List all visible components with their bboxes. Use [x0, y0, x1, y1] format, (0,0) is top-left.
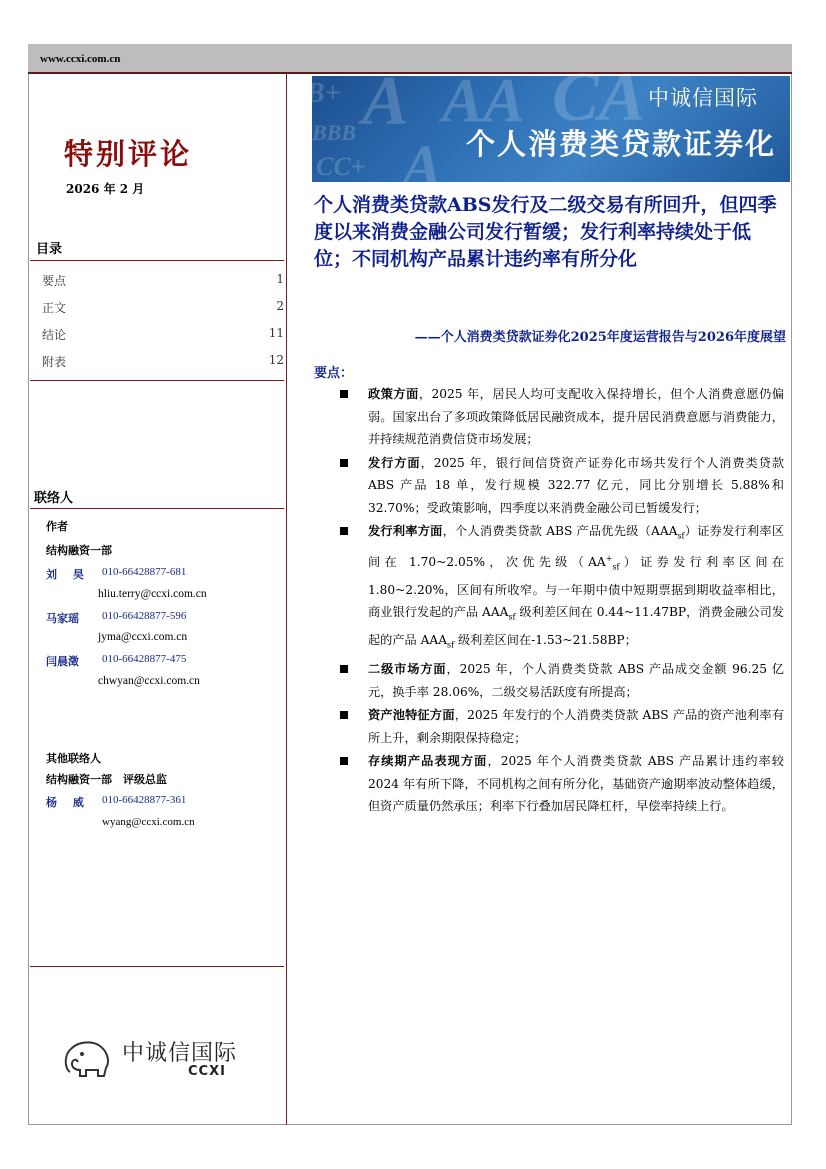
contact-phone: 010-66428877-361 — [102, 794, 187, 806]
sidebar-divider — [30, 966, 284, 967]
other-dept-label: 结构融资一部 评级总监 — [46, 773, 167, 786]
ccxi-logo — [60, 1028, 240, 1088]
key-point-heading: 资产池特征方面 — [368, 708, 455, 723]
rating-subscript: sf — [677, 531, 685, 541]
author-phone: 010-66428877-681 — [102, 566, 187, 578]
author-name: 闫晨澂 — [46, 655, 79, 668]
top-bar — [28, 44, 792, 74]
toc-divider — [30, 260, 284, 261]
author-email[interactable]: hliu.terry@ccxi.com.cn — [98, 588, 207, 600]
key-points-list — [340, 383, 784, 819]
toc-item[interactable] — [42, 326, 284, 343]
key-point-text: ，2025 年个人消费类贷款 ABS 产品累计违约率较 2024 年有所下降，不同机构之间有所分化，基础资产逾期率波动整体趋缓，但资产质量仍然承压；利率下行叠加居民降杠杆，早偿率持续上行。 — [368, 754, 784, 814]
toc-label: 结论 — [42, 328, 67, 342]
toc-label: 附表 — [42, 355, 67, 369]
report-title: 个人消费类贷款ABS发行及二级交易有所回升，但四季度以来消费金融公司发行暂缓；发行利率持续处于低位；不同机构产品累计违约率有所分化 — [314, 194, 777, 270]
bullet-square-icon — [340, 459, 348, 467]
key-point-heading: 发行方面 — [368, 455, 421, 470]
logo-en: CCXI — [188, 1064, 226, 1079]
toc-item[interactable] — [42, 272, 284, 289]
key-point-heading: 二级市场方面 — [368, 662, 447, 677]
other-contact-label: 其他联络人 — [46, 752, 101, 765]
author-email[interactable]: chwyan@ccxi.com.cn — [98, 675, 200, 687]
column-divider — [286, 74, 287, 1125]
key-points-title: 要点： — [314, 366, 354, 381]
report-type: 特别评论 — [64, 137, 193, 171]
toc-title: 目录 — [36, 242, 63, 257]
key-point-text: ，2025 年，银行间信贷资产证券化市场共发行个人消费类贷款 ABS 产品 18 单，发行规模 322.77 亿元，同比分别增长 5.88%和 32.70%；受政策影响，四季度以来消费金融公司已暂缓发行； — [368, 455, 785, 515]
key-point-item — [340, 520, 784, 657]
author-name: 马家瑶 — [46, 612, 79, 625]
report-subtitle: ——个人消费类贷款证券化2025年度运营报告与2026年度展望 — [414, 330, 786, 345]
key-point-text: 级利差区间在 0.44~11.47BP，消费金融公司发起的产品 AAA — [368, 605, 784, 648]
key-point-heading: 政策方面 — [368, 387, 419, 401]
key-point-item — [340, 658, 784, 703]
key-point-text: ，2025 年，个人消费类贷款 ABS 产品成交金额 96.25 亿元，换手率 28.06%，二级交易活跃度有所提高； — [368, 662, 784, 699]
key-point-text: ，2025 年，居民人均可支配收入保持增长，但个人消费意愿仍偏弱。国家出台了多项政策降低居民融资成本，提升居民消费意愿与消费能力，并持续规范消费信贷市场发展； — [368, 387, 785, 446]
elephant-icon — [60, 1028, 120, 1088]
key-point-text: ）证券发行利率区间在 1.80~2.20%，区间有所收窄。与一年期中债中短期票据到期收益率相比，商业银行发起的产品 AAA — [368, 555, 785, 620]
key-point-text: ，个人消费类贷款 ABS 产品优先级（AAA — [442, 524, 678, 538]
rating-subscript: sf — [447, 640, 455, 650]
toc-divider — [30, 380, 284, 381]
bullet-square-icon — [340, 527, 348, 535]
author-label: 作者 — [46, 520, 68, 533]
bullet-square-icon — [340, 711, 348, 719]
banner-title: 个人消费类贷款证券化 — [465, 127, 776, 161]
banner-decoration: CA — [552, 59, 646, 136]
key-point-text: 级利差区间在-1.53~21.58BP； — [454, 633, 637, 648]
banner-decoration: CC+ — [316, 152, 366, 181]
contact-email[interactable]: wyang@ccxi.com.cn — [102, 816, 195, 828]
banner-decoration: A — [362, 63, 409, 140]
toc-item[interactable] — [42, 353, 284, 370]
banner-brand: 中诚信国际 — [648, 86, 758, 110]
banner-decoration: B+ — [306, 78, 341, 109]
toc-page: 12 — [268, 353, 284, 367]
toc-label: 要点 — [42, 274, 67, 288]
toc-page: 1 — [276, 272, 284, 286]
bullet-square-icon — [340, 390, 348, 398]
report-date: 2026 年 2 月 — [66, 182, 145, 196]
dept-label: 结构融资一部 — [46, 544, 112, 557]
rating-superscript: + — [605, 553, 613, 563]
banner-decoration: AA — [442, 67, 525, 135]
banner-decoration: A — [402, 133, 443, 199]
rating-subscript: sf — [508, 612, 516, 622]
rating-subscript: sf — [612, 562, 620, 572]
toc-item[interactable] — [42, 299, 284, 316]
toc-page: 2 — [276, 299, 284, 313]
key-point-item — [340, 383, 784, 451]
key-point-item — [340, 452, 784, 520]
contact-name: 杨 威 — [46, 796, 90, 809]
key-point-text: ，2025 年发行的个人消费类贷款 ABS 产品的资产池利率有所上升，剩余期限保持稳定； — [368, 708, 785, 745]
contact-divider — [30, 508, 284, 509]
key-point-item — [340, 750, 784, 818]
key-point-item — [340, 704, 784, 749]
author-phone: 010-66428877-475 — [102, 653, 187, 665]
toc-page: 11 — [268, 326, 284, 340]
author-email[interactable]: jyma@ccxi.com.cn — [98, 631, 188, 643]
logo-cn: 中诚信国际 — [122, 1041, 238, 1066]
header-banner — [306, 59, 790, 199]
key-point-text: ）证券发行利率区间在 1.70~2.05%，次优先级（AA — [368, 524, 785, 569]
key-point-heading: 发行利率方面 — [368, 524, 443, 538]
bullet-square-icon — [340, 665, 348, 673]
key-point-heading: 存续期产品表现方面 — [368, 754, 488, 769]
site-url[interactable]: www.ccxi.com.cn — [40, 53, 121, 65]
banner-decoration: BBB — [312, 120, 357, 145]
author-name: 刘 昊 — [46, 568, 90, 581]
bullet-square-icon — [340, 757, 348, 765]
toc-label: 正文 — [42, 301, 67, 315]
author-phone: 010-66428877-596 — [102, 610, 187, 622]
contact-title: 联络人 — [34, 491, 74, 506]
